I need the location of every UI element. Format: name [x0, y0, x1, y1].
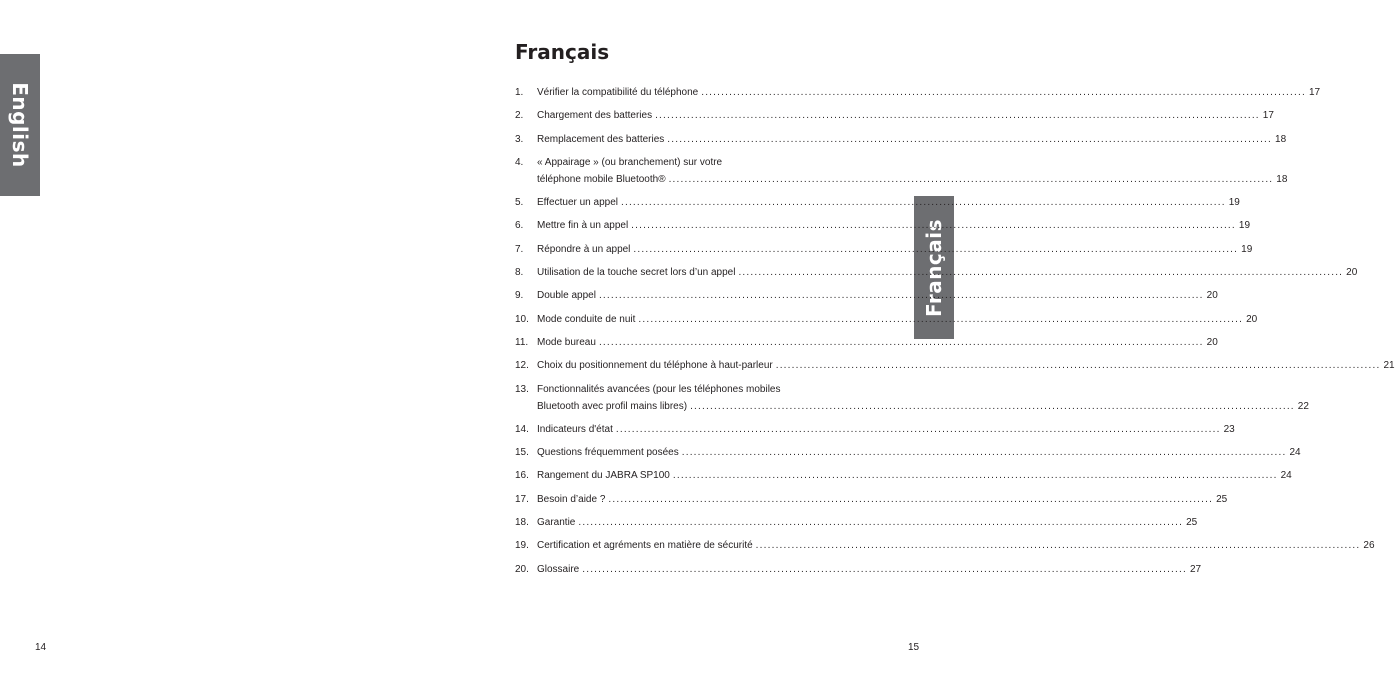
toc-entry-body	[537, 264, 1358, 281]
toc-entry	[515, 194, 1240, 211]
dot-leader: ........................................................................................................................................................	[701, 87, 1306, 98]
toc-entry	[515, 491, 1228, 508]
dot-leader: ........................................................................................................................................................	[582, 563, 1187, 575]
toc-entry-body	[537, 107, 1274, 124]
toc-entry	[515, 467, 1292, 484]
toc-entry-page: 24	[1280, 470, 1292, 482]
dot-leader: ........................................................................................................................................................	[633, 243, 1239, 255]
toc-entry-page: 25	[1186, 517, 1198, 529]
toc-entry-title: Questions fréquemment posées	[537, 447, 679, 459]
toc-entry-title-line: « Appairage » (ou branchement) sur votre	[537, 156, 723, 168]
toc-entry-body	[537, 154, 1288, 188]
toc-entry	[515, 357, 1395, 374]
dot-leader: ........................................................................................................................................................	[631, 220, 1236, 232]
toc-entry	[515, 131, 1287, 148]
toc-entry-body	[537, 311, 1258, 328]
toc-entry-page: 27	[1189, 563, 1202, 575]
toc-entry-title: Rangement du JABRA SP100	[537, 470, 670, 482]
toc-entry-number: 1.	[515, 87, 524, 98]
dot-leader: ........................................................................................................................................................	[615, 423, 1221, 435]
toc-entry-body	[537, 334, 1218, 351]
dot-leader: ........................................................................................................................................................	[690, 400, 1295, 412]
toc-entry-page: 22	[1297, 400, 1309, 412]
toc-entry-number: 7.	[515, 243, 524, 255]
toc-entry	[515, 154, 1288, 188]
toc-entry-page: 21	[1383, 360, 1395, 372]
toc-entry-number: 18.	[515, 517, 529, 529]
dot-leader: ........................................................................................................................................................	[578, 517, 1184, 529]
toc-entry-title: Choix du positionnement du téléphone à haut-parleur	[537, 360, 773, 372]
toc-entry-number: 15.	[515, 447, 529, 459]
toc-entry-page: 18	[1276, 173, 1288, 185]
toc-entry-body	[537, 467, 1292, 484]
toc-entry-page: 19	[1241, 243, 1253, 255]
toc-entry-title: Mettre fin à un appel	[537, 220, 629, 232]
toc-entry-title: Vérifier la compatibilité du téléphone	[537, 87, 699, 98]
toc-entry	[515, 421, 1235, 438]
toc-entry-number: 10.	[515, 313, 529, 325]
toc-entry-page: 26	[1363, 540, 1375, 552]
english-tab-label: English	[8, 82, 33, 168]
toc-entry-page: 20	[1246, 313, 1258, 325]
toc-entry-title: Double appel	[537, 290, 596, 302]
toc-entry-page: 18	[1275, 133, 1287, 145]
toc-entry-page: 19	[1228, 197, 1240, 209]
toc-entry-number: 17.	[515, 493, 529, 505]
dot-leader: ........................................................................................................................................................	[755, 540, 1361, 552]
toc-entry-title: Chargement des batteries	[537, 110, 653, 122]
toc-entry-body	[537, 561, 1202, 578]
toc-entry-body	[537, 287, 1218, 304]
toc-entry-number: 16.	[515, 470, 529, 482]
toc-entry-body	[537, 514, 1198, 531]
toc-entry	[515, 537, 1375, 554]
dot-leader: ........................................................................................................................................................	[638, 313, 1244, 325]
toc-entry-number: 9.	[515, 290, 524, 302]
page-number-right: 15	[908, 642, 920, 653]
toc-entry	[515, 514, 1198, 531]
toc-entry-number: 14.	[515, 423, 529, 435]
toc-entry	[515, 287, 1218, 304]
toc-entry	[515, 311, 1258, 328]
toc-entry-page: 20	[1206, 290, 1218, 302]
toc-entry	[515, 107, 1274, 124]
toc-entry-body	[537, 491, 1228, 508]
page-title: Français	[515, 40, 610, 64]
toc-entry-body	[537, 194, 1240, 211]
toc-entry	[515, 381, 1309, 415]
toc-entry-page: 19	[1238, 220, 1251, 232]
dot-leader: ........................................................................................................................................................	[668, 173, 1274, 185]
toc-entry-body	[537, 84, 1321, 101]
toc-entry-title-line: Fonctionnalités avancées (pour les téléphones mobiles	[537, 383, 781, 395]
toc-entry-page: 17	[1262, 110, 1274, 122]
toc-entry-number: 11.	[515, 336, 529, 348]
toc-entry-page: 25	[1216, 493, 1228, 505]
toc-entry-body	[537, 241, 1253, 258]
dot-leader: ........................................................................................................................................................	[681, 447, 1287, 459]
toc-entry-page: 20	[1206, 336, 1218, 348]
toc-entry	[515, 334, 1218, 351]
toc-entry-page: 23	[1223, 423, 1235, 435]
toc-entry-body	[537, 217, 1251, 234]
toc-entry-number: 6.	[515, 220, 524, 232]
toc-entry-body	[537, 357, 1395, 374]
toc-entry-title: Mode conduite de nuit	[537, 313, 636, 325]
toc-entry-number: 13.	[515, 383, 529, 395]
toc-entry-title: Effectuer un appel	[537, 197, 618, 209]
toc-entry	[515, 561, 1202, 578]
dot-leader: ........................................................................................................................................................	[598, 290, 1204, 302]
toc-entry-title: Répondre à un appel	[537, 243, 631, 255]
toc-entry	[515, 444, 1301, 461]
toc-entry-body	[537, 381, 1309, 415]
toc-entry-body	[537, 421, 1235, 438]
toc-entry-title: Indicateurs d'état	[537, 423, 613, 435]
toc-entry-number: 20.	[515, 563, 529, 575]
toc-entry-title: Mode bureau	[537, 336, 596, 348]
dot-leader: ........................................................................................................................................................	[621, 197, 1226, 209]
toc-entry-title: Glossaire	[537, 563, 580, 575]
toc-entry-title: Bluetooth avec profil mains libres)	[537, 400, 688, 412]
toc-entry	[515, 217, 1251, 234]
toc-entry-number: 5.	[515, 197, 524, 209]
english-section-tab	[0, 54, 40, 196]
toc-entry-number: 4.	[515, 156, 524, 168]
toc-entry-body	[537, 537, 1375, 554]
toc-entry	[515, 84, 1321, 101]
dot-leader: ........................................................................................................................................................	[738, 267, 1344, 279]
toc-entry-page: 20	[1346, 267, 1358, 279]
dot-leader: ........................................................................................................................................................	[667, 133, 1273, 145]
toc-entry-title: Besoin d’aide ?	[537, 493, 606, 505]
toc-entry-title: Remplacement des batteries	[537, 133, 665, 145]
toc-entry	[515, 241, 1253, 258]
dot-leader: ........................................................................................................................................................	[608, 493, 1214, 505]
toc-entry-title: Utilisation de la touche secret lors d’un appel	[537, 267, 736, 279]
page-number-left: 14	[35, 642, 47, 653]
toc-entry-title: Garantie	[537, 517, 576, 529]
toc-entry-body	[537, 131, 1287, 148]
dot-leader: ........................................................................................................................................................	[655, 110, 1260, 122]
francais-tab-label: Français	[922, 218, 946, 317]
toc-entry-page: 24	[1289, 447, 1301, 459]
dot-leader: ........................................................................................................................................................	[775, 360, 1381, 372]
toc-entry-title: Certification et agréments en matière de sécurité	[537, 540, 753, 552]
dot-leader: ........................................................................................................................................................	[598, 336, 1204, 348]
toc-entry-number: 12.	[515, 360, 529, 372]
toc-entry-page: 17	[1308, 87, 1321, 98]
toc-entry	[515, 264, 1358, 281]
toc-entry-title: téléphone mobile Bluetooth®	[537, 173, 666, 185]
dot-leader: ........................................................................................................................................................	[672, 470, 1278, 482]
toc-entry-number: 3.	[515, 133, 524, 145]
toc-entry-number: 8.	[515, 267, 524, 279]
toc-entry-number: 2.	[515, 110, 524, 122]
toc-entry-number: 19.	[515, 540, 529, 552]
toc-entry-body	[537, 444, 1301, 461]
